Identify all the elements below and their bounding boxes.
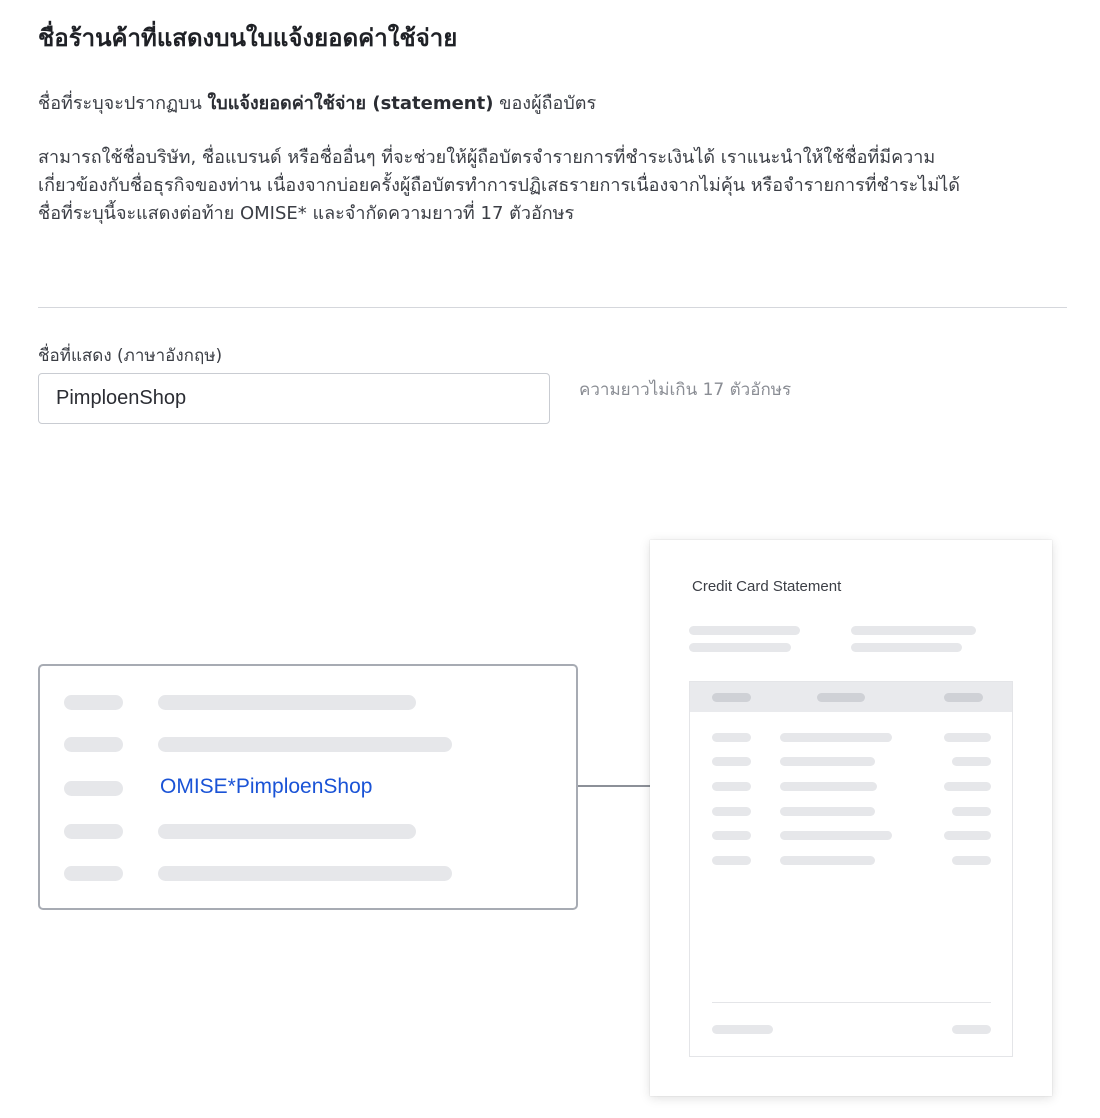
table-row-bar — [952, 856, 991, 865]
table-row-bar — [780, 831, 892, 840]
placeholder-bar — [64, 866, 123, 881]
display-name-input[interactable] — [38, 373, 550, 424]
description — [38, 144, 1078, 228]
table-row-bar — [780, 733, 892, 742]
header-bar — [817, 693, 865, 702]
page-title: ชื่อร้านค้าที่แสดงบนใบแจ้งยอดค่าใช้จ่าย — [38, 24, 458, 52]
statement-illustration — [650, 540, 1052, 1096]
merchant-descriptor-preview: OMISE*PimploenShop — [160, 775, 373, 798]
table-row-bar — [780, 856, 875, 865]
statement-meta-bar — [851, 626, 976, 635]
table-row-bar — [944, 831, 991, 840]
placeholder-bar — [158, 824, 416, 839]
table-total-bar — [952, 1025, 991, 1034]
intro-bold: ใบแจ้งยอดค่าใช้จ่าย (statement) — [207, 93, 494, 114]
table-row-bar — [780, 757, 875, 766]
table-row-bar — [712, 807, 751, 816]
intro-suffix: ของผู้ถือบัตร — [493, 93, 597, 114]
table-row-bar — [712, 831, 751, 840]
intro-prefix: ชื่อที่ระบุจะปรากฏบน — [38, 93, 208, 114]
table-row-bar — [952, 807, 991, 816]
statement-meta-bar — [689, 626, 800, 635]
statement-meta-bar — [851, 643, 962, 652]
table-row-bar — [712, 856, 751, 865]
placeholder-bar — [64, 737, 123, 752]
length-hint: ความยาวไม่เกิน 17 ตัวอักษร — [579, 380, 792, 400]
display-name-label: ชื่อที่แสดง (ภาษาอังกฤษ) — [38, 346, 223, 366]
header-bar — [944, 693, 983, 702]
section-divider — [38, 307, 1067, 308]
header-bar — [712, 693, 751, 702]
statement-meta-bar — [689, 643, 791, 652]
table-row-bar — [780, 782, 877, 791]
description-line-3: ชื่อที่ระบุนี้จะแสดงต่อท้าย OMISE* และจำกัดความยาวที่ 17 ตัวอักษร — [38, 203, 575, 224]
placeholder-bar — [64, 695, 123, 710]
table-row-bar — [712, 733, 751, 742]
table-row-bar — [952, 757, 991, 766]
placeholder-bar — [64, 781, 123, 796]
description-line-2: เกี่ยวข้องกับชื่อธุรกิจของท่าน เนื่องจากบ่อยครั้งผู้ถือบัตรทำการปฏิเสธรายการเนื่องจากไม่คุ้น หรือจำรายการที่ชำระไม่ได้ — [38, 175, 960, 196]
statement-table — [689, 681, 1013, 1057]
table-row-bar — [712, 782, 751, 791]
description-line-1: สามารถใช้ชื่อบริษัท, ชื่อแบรนด์ หรือชื่ออื่นๆ ที่จะช่วยให้ผู้ถือบัตรจำรายการที่ชำระเงินได้ เราแนะนำให้ใช้ชื่อที่มีความ — [38, 147, 936, 168]
placeholder-bar — [158, 695, 416, 710]
statement-zoom-card — [38, 664, 578, 910]
table-row-bar — [780, 807, 875, 816]
table-row-bar — [944, 733, 991, 742]
intro-text — [38, 88, 596, 117]
table-row-bar — [712, 757, 751, 766]
table-total-bar — [712, 1025, 773, 1034]
table-total-divider — [712, 1002, 991, 1003]
placeholder-bar — [64, 824, 123, 839]
table-row-bar — [944, 782, 991, 791]
statement-table-header — [690, 682, 1012, 712]
statement-title: Credit Card Statement — [692, 578, 842, 595]
placeholder-bar — [158, 866, 452, 881]
placeholder-bar — [158, 737, 452, 752]
